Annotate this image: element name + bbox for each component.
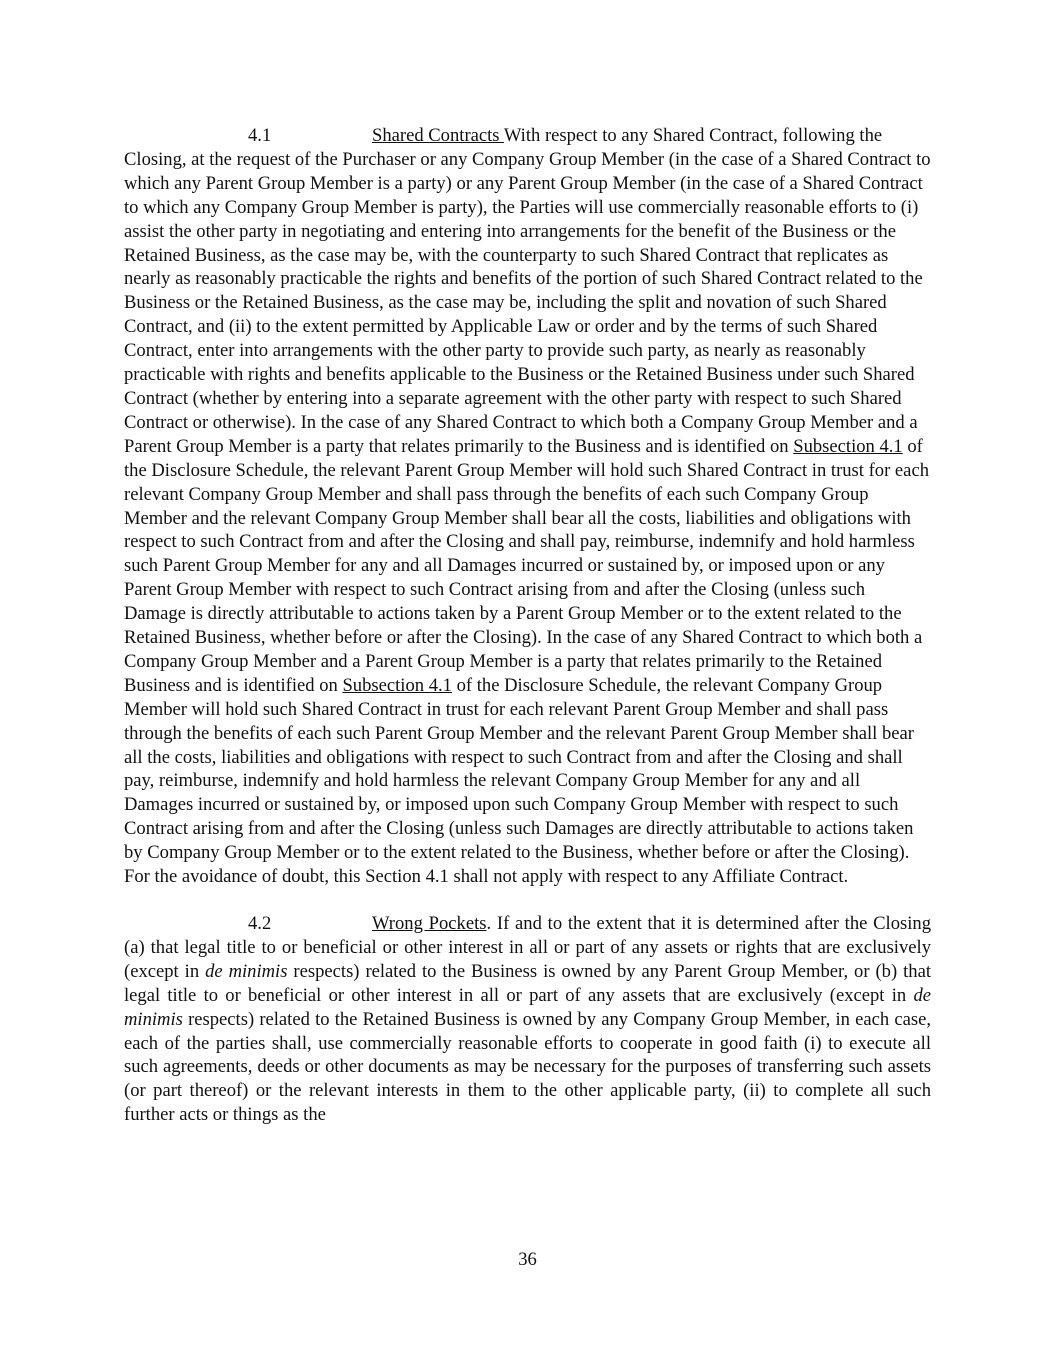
section-text: With respect to any Shared Contract, following the Closing, at the request of the Purchaser or any Company Group Member (in the case of a Shared Contract to which any Parent Group Member is a party) or any Parent Group Member (in the case of a Shared Contract to which any Company Group Member is party), the Parties will use commercially reasonable efforts to (i) assist the other party in negotiating and entering into arrangements for the benefit of the Business or the Retained Business, as the case may be, with the counterparty to such Shared Contract that replicates as nearly as reasonably practicable the rights and benefits of the portion of such Shared Contract related to the Business or the Retained Business, as the case may be, including the split and novation of such Shared Contract, and (ii) to the extent permitted by Applicable Law or order and by the terms of such Shared Contract, enter into arrangements with the other party to provide such party, as nearly as reasonably practicable with rights and benefits applicable to the Business or the Retained Business under such Shared Contract (whether by entering into a separate agreement with the other party with respect to such Shared Contract or otherwise). In the case of any Shared Contract to which both a Company Group Member and a Parent Group Member is a party that relates primarily to the Business and is identified on xyxy=(124,125,931,457)
italic-term: de minimis xyxy=(124,984,931,1030)
section-4-1 xyxy=(124,124,931,889)
subsection-reference: Subsection 4.1 xyxy=(342,674,452,696)
subsection-reference: Subsection 4.1 xyxy=(793,435,903,457)
section-title: Shared Contracts xyxy=(372,125,504,146)
section-number: 4.1 xyxy=(248,125,272,146)
italic-term: de minimis xyxy=(205,960,288,982)
section-text: respects) related to the Business is owned by any Parent Group Member, or (b) that legal title to or beneficial or other interest in all or part of any assets that are exclusively (except in xyxy=(124,960,931,1006)
section-text: of the Disclosure Schedule, the relevant Parent Group Member will hold such Shared Contract in trust for each relevant Company Group Member and shall pass through the benefits of each such Company Group Member and the relevant Company Group Member shall bear all the costs, liabilities and obligations with respect to such Contract from and after the Closing and shall pay, reimburse, indemnify and hold harmless such Parent Group Member for any and all Damages incurred or sustained by, or imposed upon or any Parent Group Member with respect to such Contract arising from and after the Closing (unless such Damage is directly attributable to actions taken by a Parent Group Member or to the extent related to the Retained Business, whether before or after the Closing). In the case of any Shared Contract to which both a Company Group Member and a Parent Group Member is a party that relates primarily to the Retained Business and is identified on xyxy=(124,435,929,696)
page-number: 36 xyxy=(518,1249,537,1270)
section-number: 4.2 xyxy=(248,913,272,934)
section-text: . If and to the extent that it is determined after the Closing (a) that legal title to or beneficial or other interest in all or part of any assets or rights that are exclusively (except in xyxy=(124,913,931,982)
page-body xyxy=(124,124,931,1127)
section-4-2 xyxy=(124,912,931,1127)
section-title: Wrong Pockets xyxy=(372,913,487,934)
section-text: respects) related to the Retained Business is owned by any Company Group Member, in each case, each of the parties shall, use commercially reasonable efforts to cooperate in good faith (i) to execute all such agreements, deeds or other documents as may be necessary for the purposes of transferring such assets (or part thereof) or the relevant interests in them to the other applicable party, (ii) to complete all such further acts or things as the xyxy=(124,1008,931,1126)
section-text: of the Disclosure Schedule, the relevant Company Group Member will hold such Shared Contract in trust for each relevant Parent Group Member and shall pass through the benefits of each such Parent Group Member and the relevant Parent Group Member shall bear all the costs, liabilities and obligations with respect to such Contract from and after the Closing and shall pay, reimburse, indemnify and hold harmless the relevant Company Group Member for any and all Damages incurred or sustained by, or imposed upon such Company Group Member with respect to such Contract arising from and after the Closing (unless such Damages are directly attributable to actions taken by Company Group Member or to the extent related to the Business, whether before or after the Closing). For the avoidance of doubt, this Section 4.1 shall not apply with respect to any Affiliate Contract. xyxy=(124,674,914,888)
